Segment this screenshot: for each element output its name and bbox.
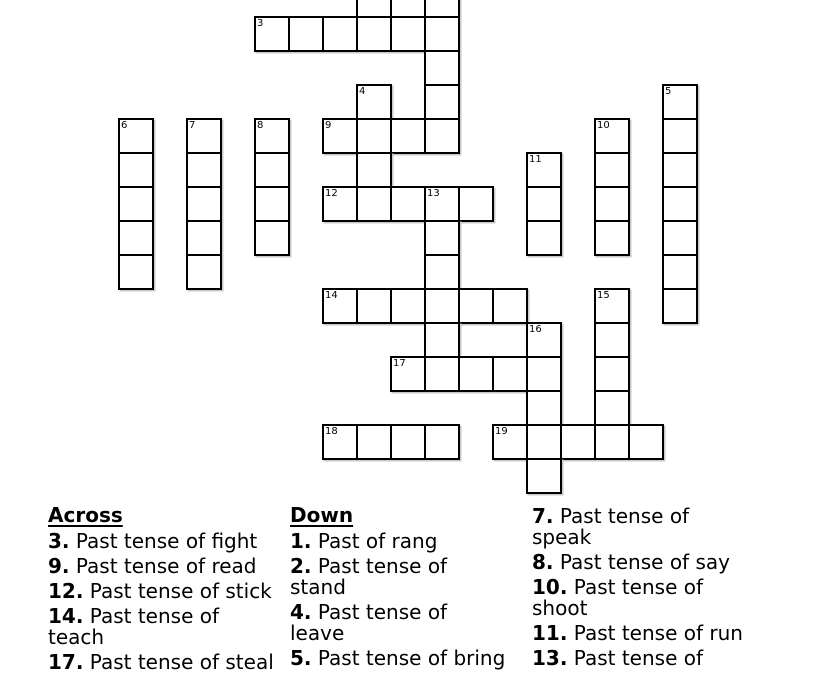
cell-number: 6 xyxy=(121,120,128,131)
clue-text: Past tense of xyxy=(567,575,704,599)
clue-text: Past of rang xyxy=(311,529,438,553)
clue xyxy=(290,531,530,552)
clue-number: 17. xyxy=(48,650,84,674)
clue-number: 2. xyxy=(290,554,312,578)
cell-number: 13 xyxy=(427,188,440,199)
cell-number: 12 xyxy=(325,188,338,199)
clue-text: Past tense of xyxy=(553,504,690,528)
cell-number: 11 xyxy=(529,154,542,165)
cell-number: 7 xyxy=(189,120,196,131)
cell-number: 5 xyxy=(665,86,672,97)
clue xyxy=(48,556,288,577)
clues-column-down xyxy=(290,505,530,673)
clue-text: Past tense of xyxy=(311,600,448,624)
clue-list-header: Across xyxy=(48,503,123,527)
clue xyxy=(48,581,288,602)
cell-number: 9 xyxy=(325,120,332,131)
clue-number: 9. xyxy=(48,554,70,578)
clue xyxy=(48,531,288,552)
cell-number: 17 xyxy=(393,358,406,369)
clue-text: leave xyxy=(290,621,345,645)
clue-number: 4. xyxy=(290,600,312,624)
clue-number: 3. xyxy=(48,529,70,553)
clue-number: 12. xyxy=(48,579,84,603)
clues-column-overflow xyxy=(532,506,772,673)
clue-number: 10. xyxy=(532,575,568,599)
clue xyxy=(290,648,530,669)
clue xyxy=(290,556,530,598)
clue-number: 5. xyxy=(290,646,312,670)
clue-text: Past tense of fight xyxy=(69,529,258,553)
clue-number: 14. xyxy=(48,604,84,628)
clue xyxy=(48,606,288,648)
clue-number: 1. xyxy=(290,529,312,553)
clue-number: 13. xyxy=(532,646,568,670)
clue-list-header: Down xyxy=(290,503,354,527)
cell-number: 8 xyxy=(257,120,264,131)
clue-text: Past tense of bring xyxy=(311,646,506,670)
clues-column-across xyxy=(48,505,288,677)
cell-number: 3 xyxy=(257,18,264,29)
clue-number: 7. xyxy=(532,504,554,528)
clue-text: stand xyxy=(290,575,346,599)
clue-number: 11. xyxy=(532,621,568,645)
clue xyxy=(532,577,772,619)
clue xyxy=(532,648,772,669)
clue-text: Past tense of read xyxy=(69,554,257,578)
cell-number: 18 xyxy=(325,426,338,437)
clue-text: Past tense of say xyxy=(553,550,730,574)
cell-number: 4 xyxy=(359,86,366,97)
clue-text: teach xyxy=(48,625,105,649)
clue-text: Past tense of xyxy=(83,604,220,628)
clue-text: speak xyxy=(532,525,592,549)
cell-number: 14 xyxy=(325,290,338,301)
clue xyxy=(532,623,772,644)
clue-text: Past tense of xyxy=(311,554,448,578)
clue-text: Past tense of run xyxy=(567,621,743,645)
clue xyxy=(48,652,288,673)
clue xyxy=(290,602,530,644)
clue-text: Past tense of stick xyxy=(83,579,272,603)
cell-number: 10 xyxy=(597,120,610,131)
cell-number: 16 xyxy=(529,324,542,335)
clue-text: shoot xyxy=(532,596,588,620)
clue-number: 8. xyxy=(532,550,554,574)
cell-number: 15 xyxy=(597,290,610,301)
clue-text: Past tense of xyxy=(567,646,704,670)
clue-text: Past tense of steal xyxy=(83,650,274,674)
cell-number: 19 xyxy=(495,426,508,437)
clue xyxy=(532,506,772,548)
clue xyxy=(532,552,772,573)
